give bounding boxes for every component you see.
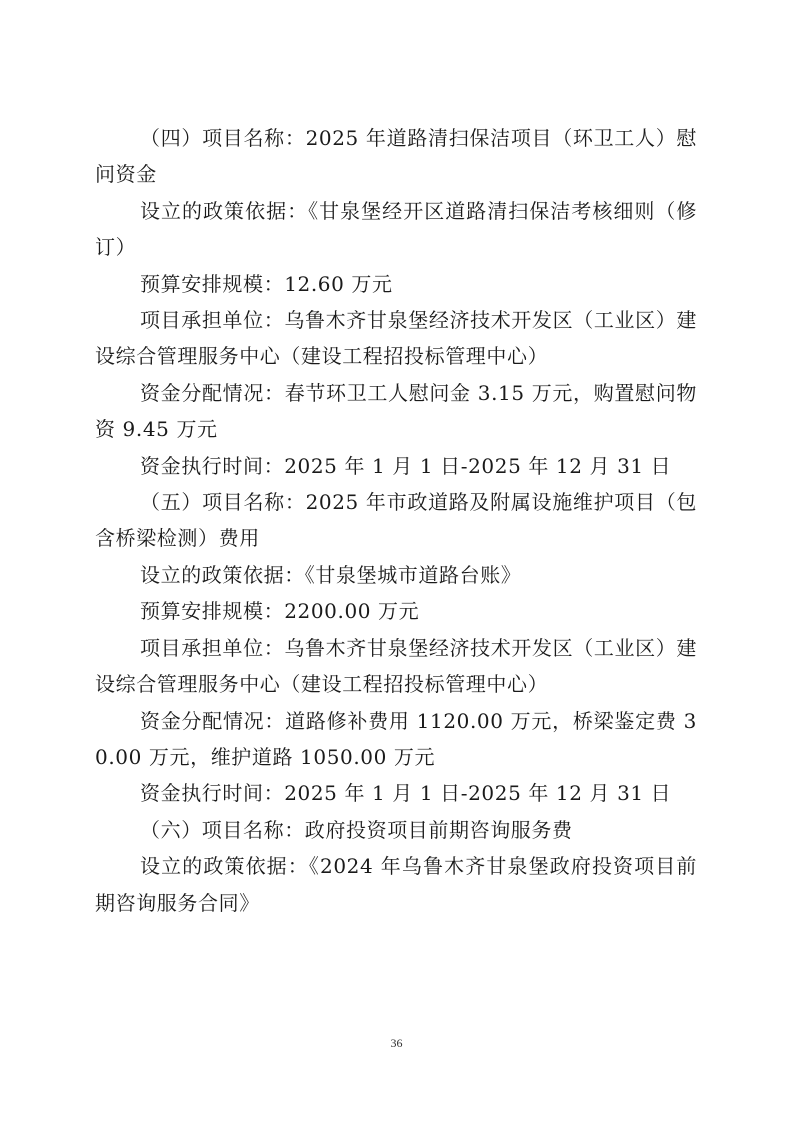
body-text [95, 120, 697, 921]
project-5-fund-allocation: 资金分配情况：道路修补费用 1120.00 万元，桥梁鉴定费 30.00 万元，维护道路 1050.00 万元 [95, 708, 697, 769]
project-6-policy-basis: 设立的政策依据：《2024 年乌鲁木齐甘泉堡政府投资项目前期咨询服务合同》 [95, 854, 697, 915]
project-5-execution-time: 资金执行时间：2025 年 1 月 1 日-2025 年 12 月 31 日 [140, 781, 672, 806]
project-5-budget: 预算安排规模：2200.00 万元 [140, 599, 420, 624]
project-4-policy-basis: 设立的政策依据：《甘泉堡经开区道路清扫保洁考核细则（修订） [95, 198, 697, 260]
project-5-policy-basis: 设立的政策依据：《甘泉堡城市道路台账》 [140, 562, 522, 587]
project-4-title: （四）项目名称：2025 年道路清扫保洁项目（环卫工人）慰问资金 [95, 126, 697, 187]
project-4-fund-allocation: 资金分配情况：春节环卫工人慰问金 3.15 万元，购置慰问物资 9.45 万元 [95, 380, 697, 442]
project-4-budget: 预算安排规模：12.60 万元 [140, 271, 393, 296]
project-5-undertaking-unit: 项目承担单位：乌鲁木齐甘泉堡经济技术开发区（工业区）建设综合管理服务中心（建设工程招投标管理中心） [95, 635, 697, 697]
page-number: 36 [390, 1036, 403, 1050]
project-4-undertaking-unit: 项目承担单位：乌鲁木齐甘泉堡经济技术开发区（工业区）建设综合管理服务中心（建设工程招投标管理中心） [95, 308, 697, 369]
project-4-execution-time: 资金执行时间：2025 年 1 月 1 日-2025 年 12 月 31 日 [140, 453, 672, 478]
project-6-title: （六）项目名称：政府投资项目前期咨询服务费 [140, 817, 573, 842]
project-5-title: （五）项目名称：2025 年市政道路及附属设施维护项目（包含桥梁检测）费用 [95, 490, 697, 551]
